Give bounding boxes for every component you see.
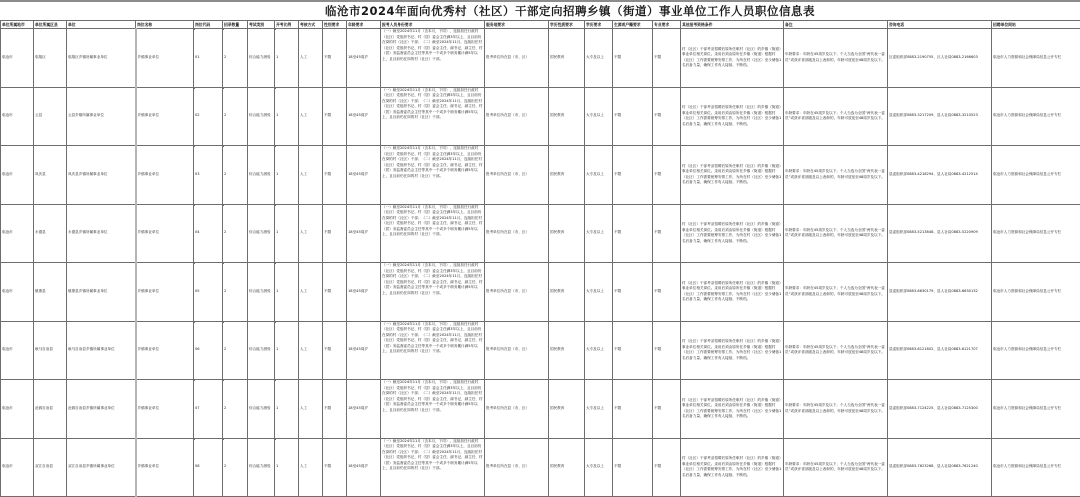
cell-edu-nature: 国民教育 — [549, 146, 585, 205]
cell-identity — [381, 380, 485, 439]
table-row — [1, 263, 1080, 322]
identity-text: （一）截至2024年11月（含本月，下同），连续担任行政村（社区）党组织书记、村（居）委会主任满3年以上，且目前仍在岗的村（社区）干部；（二）截至2024年11月，连续担任村（社区）党组织书记、村（居）委会主任、副书记、副主任、村（居）务监督委员会主任等其中一个或多个职务累计满5年以上，且目前仍在岗的村（社区）干部。 — [382, 263, 483, 297]
cell-position: 乡镇事业单位 — [136, 321, 194, 380]
cell-service-area: 报考单位所在县（市、区） — [485, 204, 549, 263]
cell-city: 临沧市 — [1, 321, 34, 380]
cell-assessment: 人工 — [299, 380, 323, 439]
cell-note: 年龄要求：年龄在45周岁及以下；个人当选为全国“两代表一委员”或获评省部级及以上表彰的，年龄可放宽至48周岁及以下。 — [784, 204, 888, 263]
cell-website: 临沧市人力资源和社会保障局信息公开专栏 — [992, 438, 1080, 497]
cell-code: 01 — [194, 29, 223, 88]
cell-origin: 不限 — [613, 321, 653, 380]
cell-gender: 不限 — [323, 29, 347, 88]
cell-code: 02 — [194, 87, 223, 146]
cell-edu-nature: 国民教育 — [549, 87, 585, 146]
cell-exam-type: 综合能力测验 — [248, 263, 275, 322]
col-header-code: 岗位代码 — [194, 21, 223, 29]
table-row — [1, 146, 1080, 205]
table-row — [1, 29, 1080, 88]
cell-major: 不限 — [653, 438, 681, 497]
col-header-county: 单位所属区县 — [34, 21, 67, 29]
positions-table — [0, 20, 1080, 497]
cell-unit: 临翔区乡镇所属事业单位 — [67, 29, 136, 88]
cell-origin: 不限 — [613, 146, 653, 205]
table-row — [1, 204, 1080, 263]
col-header-identity: 报考人员身份要求 — [381, 21, 485, 29]
cell-education: 大专及以上 — [585, 146, 613, 205]
col-header-edu-nature: 学历性质要求 — [549, 21, 585, 29]
col-header-website: 招聘单位网站 — [992, 21, 1080, 29]
cell-city: 临沧市 — [1, 263, 34, 322]
cell-age: 18至45周岁 — [347, 321, 381, 380]
cell-major: 不限 — [653, 204, 681, 263]
cell-position: 乡镇事业单位 — [136, 380, 194, 439]
cell-city: 临沧市 — [1, 438, 34, 497]
cell-education: 大专及以上 — [585, 438, 613, 497]
cell-service-area: 报考单位所在县（市、区） — [485, 29, 549, 88]
cell-ratio: 1 — [275, 146, 299, 205]
cell-gender: 不限 — [323, 438, 347, 497]
cell-age: 18至45周岁 — [347, 438, 381, 497]
cell-gender: 不限 — [323, 204, 347, 263]
cell-exam-type: 综合能力测验 — [248, 438, 275, 497]
cell-code: 08 — [194, 438, 223, 497]
cell-origin: 不限 — [613, 29, 653, 88]
cell-unit: 永德县乡镇所属事业单位 — [67, 204, 136, 263]
cell-position: 乡镇事业单位 — [136, 438, 194, 497]
cell-other: 村（社区）干部考录招聘后原所任职村（社区）的乡镇（街道）事业单位相关岗位。录用后须由原所在乡镇（街道）根据村（社区）工作需要统筹安排工作，为所在村（社区）至少储备1名后备力量，确保工作有人接续、不断档。 — [681, 204, 784, 263]
cell-education: 大专及以上 — [585, 204, 613, 263]
cell-identity — [381, 321, 485, 380]
cell-county: 镇康县 — [34, 263, 67, 322]
identity-text: （一）截至2024年11月（含本月，下同），连续担任行政村（社区）党组织书记、村（居）委会主任满3年以上，且目前仍在岗的村（社区）干部；（二）截至2024年11月，连续担任村（社区）党组织书记、村（居）委会主任、副书记、副主任、村（居）务监督委员会主任等其中一个或多个职务累计满5年以上，且目前仍在岗的村（社区）干部。 — [382, 29, 483, 63]
cell-exam-type: 综合能力测验 — [248, 29, 275, 88]
cell-ratio: 1 — [275, 204, 299, 263]
cell-identity — [381, 29, 485, 88]
cell-phone: 县委组织部0883-6630179、县人社局0883-6630132 — [888, 263, 992, 322]
cell-note: 年龄要求：年龄在45周岁及以下；个人当选为全国“两代表一委员”或获评省部级及以上表彰的，年龄可放宽至48周岁及以下。 — [784, 263, 888, 322]
cell-gender: 不限 — [323, 87, 347, 146]
cell-edu-nature: 国民教育 — [549, 321, 585, 380]
cell-identity — [381, 87, 485, 146]
col-header-origin: 生源或户籍要求 — [613, 21, 653, 29]
cell-assessment: 人工 — [299, 438, 323, 497]
col-header-phone: 咨询电话 — [888, 21, 992, 29]
cell-city: 临沧市 — [1, 29, 34, 88]
cell-origin: 不限 — [613, 87, 653, 146]
cell-edu-nature: 国民教育 — [549, 380, 585, 439]
identity-text: （一）截至2024年11月（含本月，下同），连续担任行政村（社区）党组织书记、村（居）委会主任满3年以上，且目前仍在岗的村（社区）干部；（二）截至2024年11月，连续担任村（社区）党组织书记、村（居）委会主任、副书记、副主任、村（居）务监督委员会主任等其中一个或多个职务累计满5年以上，且目前仍在岗的村（社区）干部。 — [382, 88, 483, 122]
cell-code: 04 — [194, 204, 223, 263]
cell-count: 2 — [223, 146, 248, 205]
cell-origin: 不限 — [613, 438, 653, 497]
cell-phone: 县委组织部0883-4218294、县人社局0883-4212514 — [888, 146, 992, 205]
identity-text: （一）截至2024年11月（含本月，下同），连续担任行政村（社区）党组织书记、村（居）委会主任满3年以上，且目前仍在岗的村（社区）干部；（二）截至2024年11月，连续担任村（社区）党组织书记、村（居）委会主任、副书记、副主任、村（居）务监督委员会主任等其中一个或多个职务累计满5年以上，且目前仍在岗的村（社区）干部。 — [382, 205, 483, 239]
cell-edu-nature: 国民教育 — [549, 263, 585, 322]
cell-unit: 耿马自治县乡镇所属事业单位 — [67, 321, 136, 380]
cell-identity — [381, 263, 485, 322]
cell-age: 18至45周岁 — [347, 263, 381, 322]
cell-assessment: 人工 — [299, 146, 323, 205]
cell-assessment: 人工 — [299, 87, 323, 146]
table-row — [1, 438, 1080, 497]
header-row — [1, 21, 1080, 29]
cell-major: 不限 — [653, 263, 681, 322]
cell-assessment: 人工 — [299, 204, 323, 263]
cell-unit: 镇康县乡镇所属事业单位 — [67, 263, 136, 322]
cell-county: 临翔区 — [34, 29, 67, 88]
cell-unit: 凤庆县乡镇所属事业单位 — [67, 146, 136, 205]
cell-major: 不限 — [653, 146, 681, 205]
cell-edu-nature: 国民教育 — [549, 29, 585, 88]
cell-phone: 县委组织部0883-5213848、县人社局0883-5220909 — [888, 204, 992, 263]
col-header-ratio: 开考比例 — [275, 21, 299, 29]
cell-position: 乡镇事业单位 — [136, 204, 194, 263]
cell-ratio: 1 — [275, 87, 299, 146]
cell-website: 临沧市人力资源和社会保障局信息公开专栏 — [992, 87, 1080, 146]
cell-major: 不限 — [653, 321, 681, 380]
cell-major: 不限 — [653, 87, 681, 146]
cell-service-area: 报考单位所在县（市、区） — [485, 263, 549, 322]
cell-exam-type: 综合能力测验 — [248, 146, 275, 205]
cell-gender: 不限 — [323, 321, 347, 380]
identity-text: （一）截至2024年11月（含本月，下同），连续担任行政村（社区）党组织书记、村（居）委会主任满3年以上，且目前仍在岗的村（社区）干部；（二）截至2024年11月，连续担任村（社区）党组织书记、村（居）委会主任、副书记、副主任、村（居）务监督委员会主任等其中一个或多个职务累计满5年以上，且目前仍在岗的村（社区）干部。 — [382, 380, 483, 414]
col-header-service-area: 服务地要求 — [485, 21, 549, 29]
cell-exam-type: 综合能力测验 — [248, 87, 275, 146]
cell-ratio: 1 — [275, 321, 299, 380]
cell-note: 年龄要求：年龄在45周岁及以下；个人当选为全国“两代表一委员”或获评省部级及以上表彰的，年龄可放宽至48周岁及以下。 — [784, 321, 888, 380]
cell-phone: 县委组织部0883-3217209、县人社局0883-3210523 — [888, 87, 992, 146]
cell-service-area: 报考单位所在县（市、区） — [485, 380, 549, 439]
cell-count: 2 — [223, 29, 248, 88]
cell-position: 乡镇事业单位 — [136, 263, 194, 322]
cell-assessment: 人工 — [299, 29, 323, 88]
cell-ratio: 1 — [275, 263, 299, 322]
cell-gender: 不限 — [323, 146, 347, 205]
cell-age: 18至45周岁 — [347, 87, 381, 146]
cell-other: 村（社区）干部考录招聘后原所任职村（社区）的乡镇（街道）事业单位相关岗位。录用后须由原所在乡镇（街道）根据村（社区）工作需要统筹安排工作，为所在村（社区）至少储备1名后备力量，确保工作有人接续、不断档。 — [681, 263, 784, 322]
cell-other: 村（社区）干部考录招聘后原所任职村（社区）的乡镇（街道）事业单位相关岗位。录用后须由原所在乡镇（街道）根据村（社区）工作需要统筹安排工作，为所在村（社区）至少储备1名后备力量，确保工作有人接续、不断档。 — [681, 146, 784, 205]
cell-city: 临沧市 — [1, 146, 34, 205]
cell-major: 不限 — [653, 380, 681, 439]
cell-county: 云县 — [34, 87, 67, 146]
cell-position: 乡镇事业单位 — [136, 29, 194, 88]
cell-website: 临沧市人力资源和社会保障局信息公开专栏 — [992, 321, 1080, 380]
cell-other: 村（社区）干部考录招聘后原所任职村（社区）的乡镇（街道）事业单位相关岗位。录用后须由原所在乡镇（街道）根据村（社区）工作需要统筹安排工作，为所在村（社区）至少储备1名后备力量，确保工作有人接续、不断档。 — [681, 87, 784, 146]
cell-count: 2 — [223, 321, 248, 380]
cell-position: 乡镇事业单位 — [136, 146, 194, 205]
cell-code: 07 — [194, 380, 223, 439]
cell-unit: 沧源自治县乡镇所属事业单位 — [67, 380, 136, 439]
cell-age: 18至45周岁 — [347, 204, 381, 263]
cell-identity — [381, 146, 485, 205]
cell-service-area: 报考单位所在县（市、区） — [485, 146, 549, 205]
col-header-other: 其他报考资格条件 — [681, 21, 784, 29]
cell-ratio: 1 — [275, 438, 299, 497]
cell-education: 大专及以上 — [585, 87, 613, 146]
col-header-major: 专业要求 — [653, 21, 681, 29]
cell-other: 村（社区）干部考录招聘后原所任职村（社区）的乡镇（街道）事业单位相关岗位。录用后须由原所在乡镇（街道）根据村（社区）工作需要统筹安排工作，为所在村（社区）至少储备1名后备力量，确保工作有人接续、不断档。 — [681, 321, 784, 380]
cell-code: 06 — [194, 321, 223, 380]
col-header-age: 年龄要求 — [347, 21, 381, 29]
cell-city: 临沧市 — [1, 87, 34, 146]
cell-assessment: 人工 — [299, 321, 323, 380]
cell-code: 03 — [194, 146, 223, 205]
cell-identity — [381, 204, 485, 263]
page-title: 临沧市2024年面向优秀村（社区）干部定向招聘乡镇（街道）事业单位工作人员职位信息表 — [0, 2, 1080, 20]
cell-origin: 不限 — [613, 380, 653, 439]
cell-website: 临沧市人力资源和社会保障局信息公开专栏 — [992, 204, 1080, 263]
cell-phone: 区委组织部0883-2190755、区人社局0883-2166603 — [888, 29, 992, 88]
col-header-unit: 单位 — [67, 21, 136, 29]
cell-exam-type: 综合能力测验 — [248, 204, 275, 263]
cell-other: 村（社区）干部考录招聘后原所任职村（社区）的乡镇（街道）事业单位相关岗位。录用后须由原所在乡镇（街道）根据村（社区）工作需要统筹安排工作，为所在村（社区）至少储备1名后备力量，确保工作有人接续、不断档。 — [681, 438, 784, 497]
cell-other: 村（社区）干部考录招聘后原所任职村（社区）的乡镇（街道）事业单位相关岗位。录用后须由原所在乡镇（街道）根据村（社区）工作需要统筹安排工作，为所在村（社区）至少储备1名后备力量，确保工作有人接续、不断档。 — [681, 380, 784, 439]
cell-ratio: 1 — [275, 380, 299, 439]
cell-exam-type: 综合能力测验 — [248, 321, 275, 380]
cell-major: 不限 — [653, 29, 681, 88]
cell-county: 双江自治县 — [34, 438, 67, 497]
table-row — [1, 321, 1080, 380]
cell-phone: 县委组织部0883-7124225、县人社局0883-7125300 — [888, 380, 992, 439]
col-header-exam-type: 考试类别 — [248, 21, 275, 29]
cell-note: 年龄要求：年龄在45周岁及以下；个人当选为全国“两代表一委员”或获评省部级及以上表彰的，年龄可放宽至48周岁及以下。 — [784, 380, 888, 439]
cell-county: 凤庆县 — [34, 146, 67, 205]
table-row — [1, 380, 1080, 439]
cell-other: 村（社区）干部考录招聘后原所任职村（社区）的乡镇（街道）事业单位相关岗位。录用后须由原所在乡镇（街道）根据村（社区）工作需要统筹安排工作，为所在村（社区）至少储备1名后备力量，确保工作有人接续、不断档。 — [681, 29, 784, 88]
col-header-position: 岗位名称 — [136, 21, 194, 29]
cell-identity — [381, 438, 485, 497]
cell-phone: 县委组织部0883-6121802、县人社局0883-6121707 — [888, 321, 992, 380]
cell-edu-nature: 国民教育 — [549, 438, 585, 497]
cell-note: 年龄要求：年龄在45周岁及以下；个人当选为全国“两代表一委员”或获评省部级及以上表彰的，年龄可放宽至48周岁及以下。 — [784, 146, 888, 205]
cell-service-area: 报考单位所在县（市、区） — [485, 438, 549, 497]
cell-age: 18至45周岁 — [347, 29, 381, 88]
cell-code: 05 — [194, 263, 223, 322]
cell-county: 永德县 — [34, 204, 67, 263]
cell-count: 2 — [223, 87, 248, 146]
cell-origin: 不限 — [613, 263, 653, 322]
cell-city: 临沧市 — [1, 380, 34, 439]
cell-assessment: 人工 — [299, 263, 323, 322]
cell-count: 2 — [223, 380, 248, 439]
cell-age: 18至45周岁 — [347, 380, 381, 439]
cell-edu-nature: 国民教育 — [549, 204, 585, 263]
cell-note: 年龄要求：年龄在45周岁及以下；个人当选为全国“两代表一委员”或获评省部级及以上表彰的，年龄可放宽至48周岁及以下。 — [784, 87, 888, 146]
col-header-city: 单位所属地市 — [1, 21, 34, 29]
cell-service-area: 报考单位所在县（市、区） — [485, 321, 549, 380]
cell-education: 大专及以上 — [585, 380, 613, 439]
col-header-education: 学历要求 — [585, 21, 613, 29]
cell-city: 临沧市 — [1, 204, 34, 263]
cell-education: 大专及以上 — [585, 263, 613, 322]
cell-age: 18至45周岁 — [347, 146, 381, 205]
cell-exam-type: 综合能力测验 — [248, 380, 275, 439]
cell-website: 临沧市人力资源和社会保障局信息公开专栏 — [992, 146, 1080, 205]
col-header-note: 备注 — [784, 21, 888, 29]
col-header-assessment: 考核方式 — [299, 21, 323, 29]
cell-count: 2 — [223, 263, 248, 322]
cell-phone: 县委组织部0883-7623268、县人社局0883-7621240 — [888, 438, 992, 497]
identity-text: （一）截至2024年11月（含本月，下同），连续担任行政村（社区）党组织书记、村（居）委会主任满3年以上，且目前仍在岗的村（社区）干部；（二）截至2024年11月，连续担任村（社区）党组织书记、村（居）委会主任、副书记、副主任、村（居）务监督委员会主任等其中一个或多个职务累计满5年以上，且目前仍在岗的村（社区）干部。 — [382, 322, 483, 356]
cell-website: 临沧市人力资源和社会保障局信息公开专栏 — [992, 29, 1080, 88]
cell-note: 年龄要求：年龄在45周岁及以下；个人当选为全国“两代表一委员”或获评省部级及以上表彰的，年龄可放宽至48周岁及以下。 — [784, 29, 888, 88]
cell-unit: 云县乡镇所属事业单位 — [67, 87, 136, 146]
cell-note: 年龄要求：年龄在45周岁及以下；个人当选为全国“两代表一委员”或获评省部级及以上表彰的，年龄可放宽至48周岁及以下。 — [784, 438, 888, 497]
col-header-count: 招录数量 — [223, 21, 248, 29]
cell-county: 沧源自治县 — [34, 380, 67, 439]
cell-count: 2 — [223, 438, 248, 497]
cell-website: 临沧市人力资源和社会保障局信息公开专栏 — [992, 380, 1080, 439]
cell-education: 大专及以上 — [585, 321, 613, 380]
cell-count: 2 — [223, 204, 248, 263]
cell-unit: 双江自治县乡镇所属事业单位 — [67, 438, 136, 497]
identity-text: （一）截至2024年11月（含本月，下同），连续担任行政村（社区）党组织书记、村（居）委会主任满3年以上，且目前仍在岗的村（社区）干部；（二）截至2024年11月，连续担任村（社区）党组织书记、村（居）委会主任、副书记、副主任、村（居）务监督委员会主任等其中一个或多个职务累计满5年以上，且目前仍在岗的村（社区）干部。 — [382, 146, 483, 180]
identity-text: （一）截至2024年11月（含本月，下同），连续担任行政村（社区）党组织书记、村（居）委会主任满3年以上，且目前仍在岗的村（社区）干部；（二）截至2024年11月，连续担任村（社区）党组织书记、村（居）委会主任、副书记、副主任、村（居）务监督委员会主任等其中一个或多个职务累计满5年以上，且目前仍在岗的村（社区）干部。 — [382, 439, 483, 473]
cell-education: 大专及以上 — [585, 29, 613, 88]
table-row — [1, 87, 1080, 146]
cell-website: 临沧市人力资源和社会保障局信息公开专栏 — [992, 263, 1080, 322]
cell-gender: 不限 — [323, 263, 347, 322]
cell-county: 耿马自治县 — [34, 321, 67, 380]
cell-service-area: 报考单位所在县（市、区） — [485, 87, 549, 146]
col-header-gender: 性别要求 — [323, 21, 347, 29]
cell-gender: 不限 — [323, 380, 347, 439]
cell-origin: 不限 — [613, 204, 653, 263]
cell-ratio: 1 — [275, 29, 299, 88]
cell-position: 乡镇事业单位 — [136, 87, 194, 146]
